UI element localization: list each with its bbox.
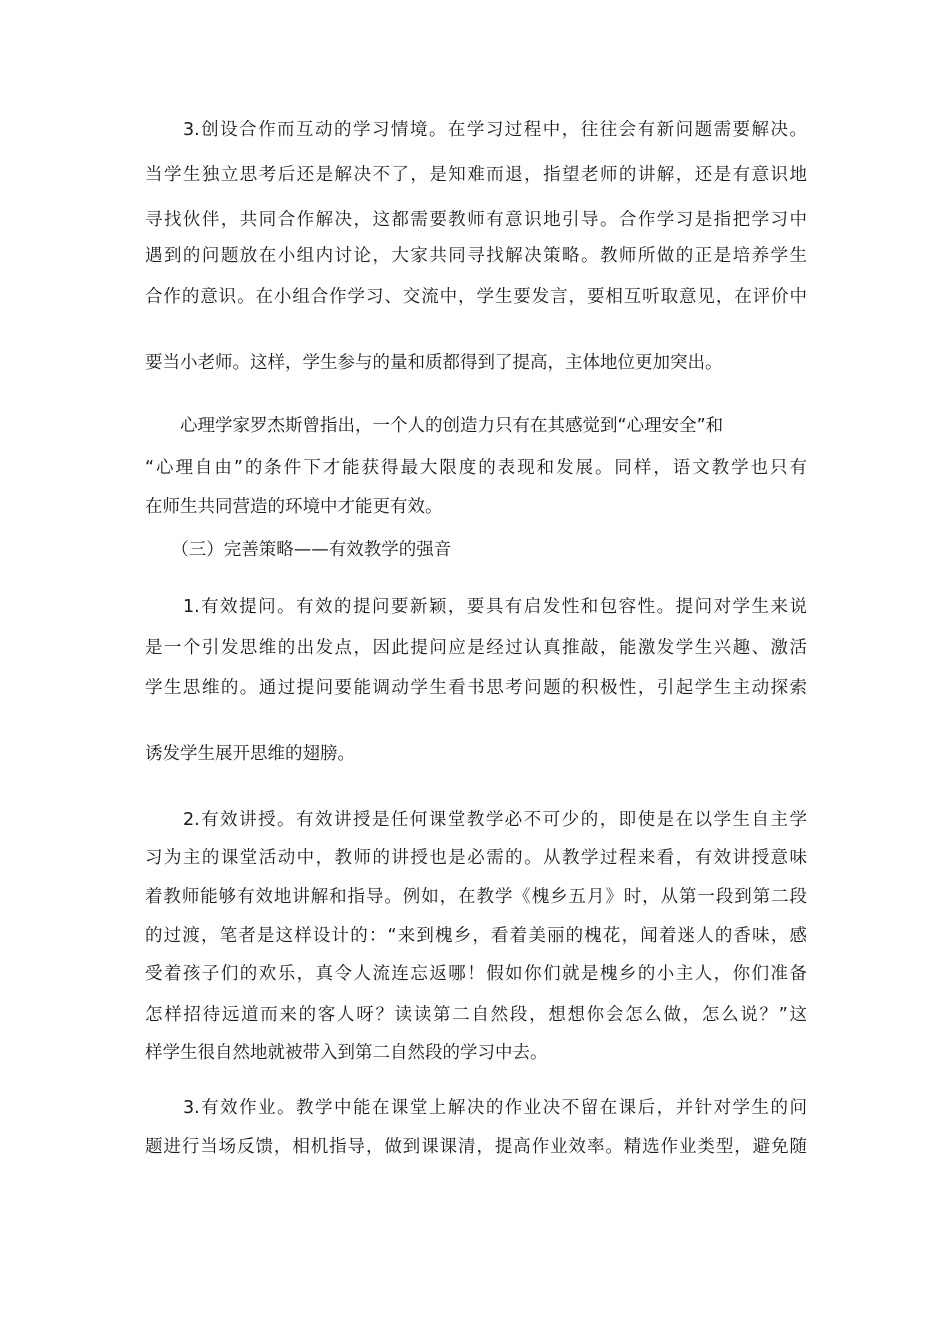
text-line: 2.有效讲授。有效讲授是任何课堂教学必不可少的，即使是在以学生自主学 <box>145 810 807 830</box>
text-line: 要当小老师。这样，学生参与的量和质都得到了提高，主体地位更加突出。 <box>145 353 723 373</box>
text-line: 样学生很自然地就被带入到第二自然段的学习中去。 <box>145 1043 548 1063</box>
text-line: 的过渡，笔者是这样设计的：“来到槐乡，看着美丽的槐花，闻着迷人的香味，感 <box>145 926 807 946</box>
text-line: “心理自由”的条件下才能获得最大限度的表现和发展。同样，语文教学也只有 <box>145 458 807 478</box>
text-line: 题进行当场反馈，相机指导，做到课课清，提高作业效率。精选作业类型，避免随 <box>145 1137 807 1157</box>
text-line: 寻找伙伴，共同合作解决，这都需要教师有意识地引导。合作学习是指把学习中 <box>145 210 807 230</box>
text-line: 1.有效提问。有效的提问要新颖，要具有启发性和包容性。提问对学生来说 <box>145 597 807 617</box>
text-line: 心理学家罗杰斯曾指出，一个人的创造力只有在其感觉到“心理安全”和 <box>145 416 724 436</box>
text-line: 受着孩子们的欢乐，真令人流连忘返哪！假如你们就是槐乡的小主人，你们准备 <box>145 964 807 984</box>
text-line: 当学生独立思考后还是解决不了，是知难而退，指望老师的讲解，还是有意识地 <box>145 165 807 185</box>
text-line: 怎样招待远道而来的客人呀？读读第二自然段，想想你会怎么做，怎么说？”这 <box>145 1005 807 1025</box>
text-line: 3.有效作业。教学中能在课堂上解决的作业决不留在课后，并针对学生的问 <box>145 1098 807 1118</box>
text-line: 遇到的问题放在小组内讨论，大家共同寻找解决策略。教师所做的正是培养学生 <box>145 246 807 266</box>
text-line: 在师生共同营造的环境中才能更有效。 <box>145 497 443 517</box>
text-line: 着教师能够有效地讲解和指导。例如，在教学《槐乡五月》时，从第一段到第二段 <box>145 887 807 907</box>
text-line: 是一个引发思维的出发点，因此提问应是经过认真推敲，能激发学生兴趣、激活 <box>145 638 807 658</box>
text-line: 合作的意识。在小组合作学习、交流中，学生要发言，要相互听取意见，在评价中 <box>145 287 807 307</box>
section-heading: （三）完善策略——有效教学的强音 <box>145 540 452 560</box>
text-line: 习为主的课堂活动中，教师的讲授也是必需的。从教学过程来看，有效讲授意味 <box>145 848 807 868</box>
text-line: 诱发学生展开思维的翅膀。 <box>145 744 355 764</box>
text-line: 3.创设合作而互动的学习情境。在学习过程中，往往会有新问题需要解决。 <box>145 120 807 140</box>
text-line: 学生思维的。通过提问要能调动学生看书思考问题的积极性，引起学生主动探索 <box>145 678 807 698</box>
